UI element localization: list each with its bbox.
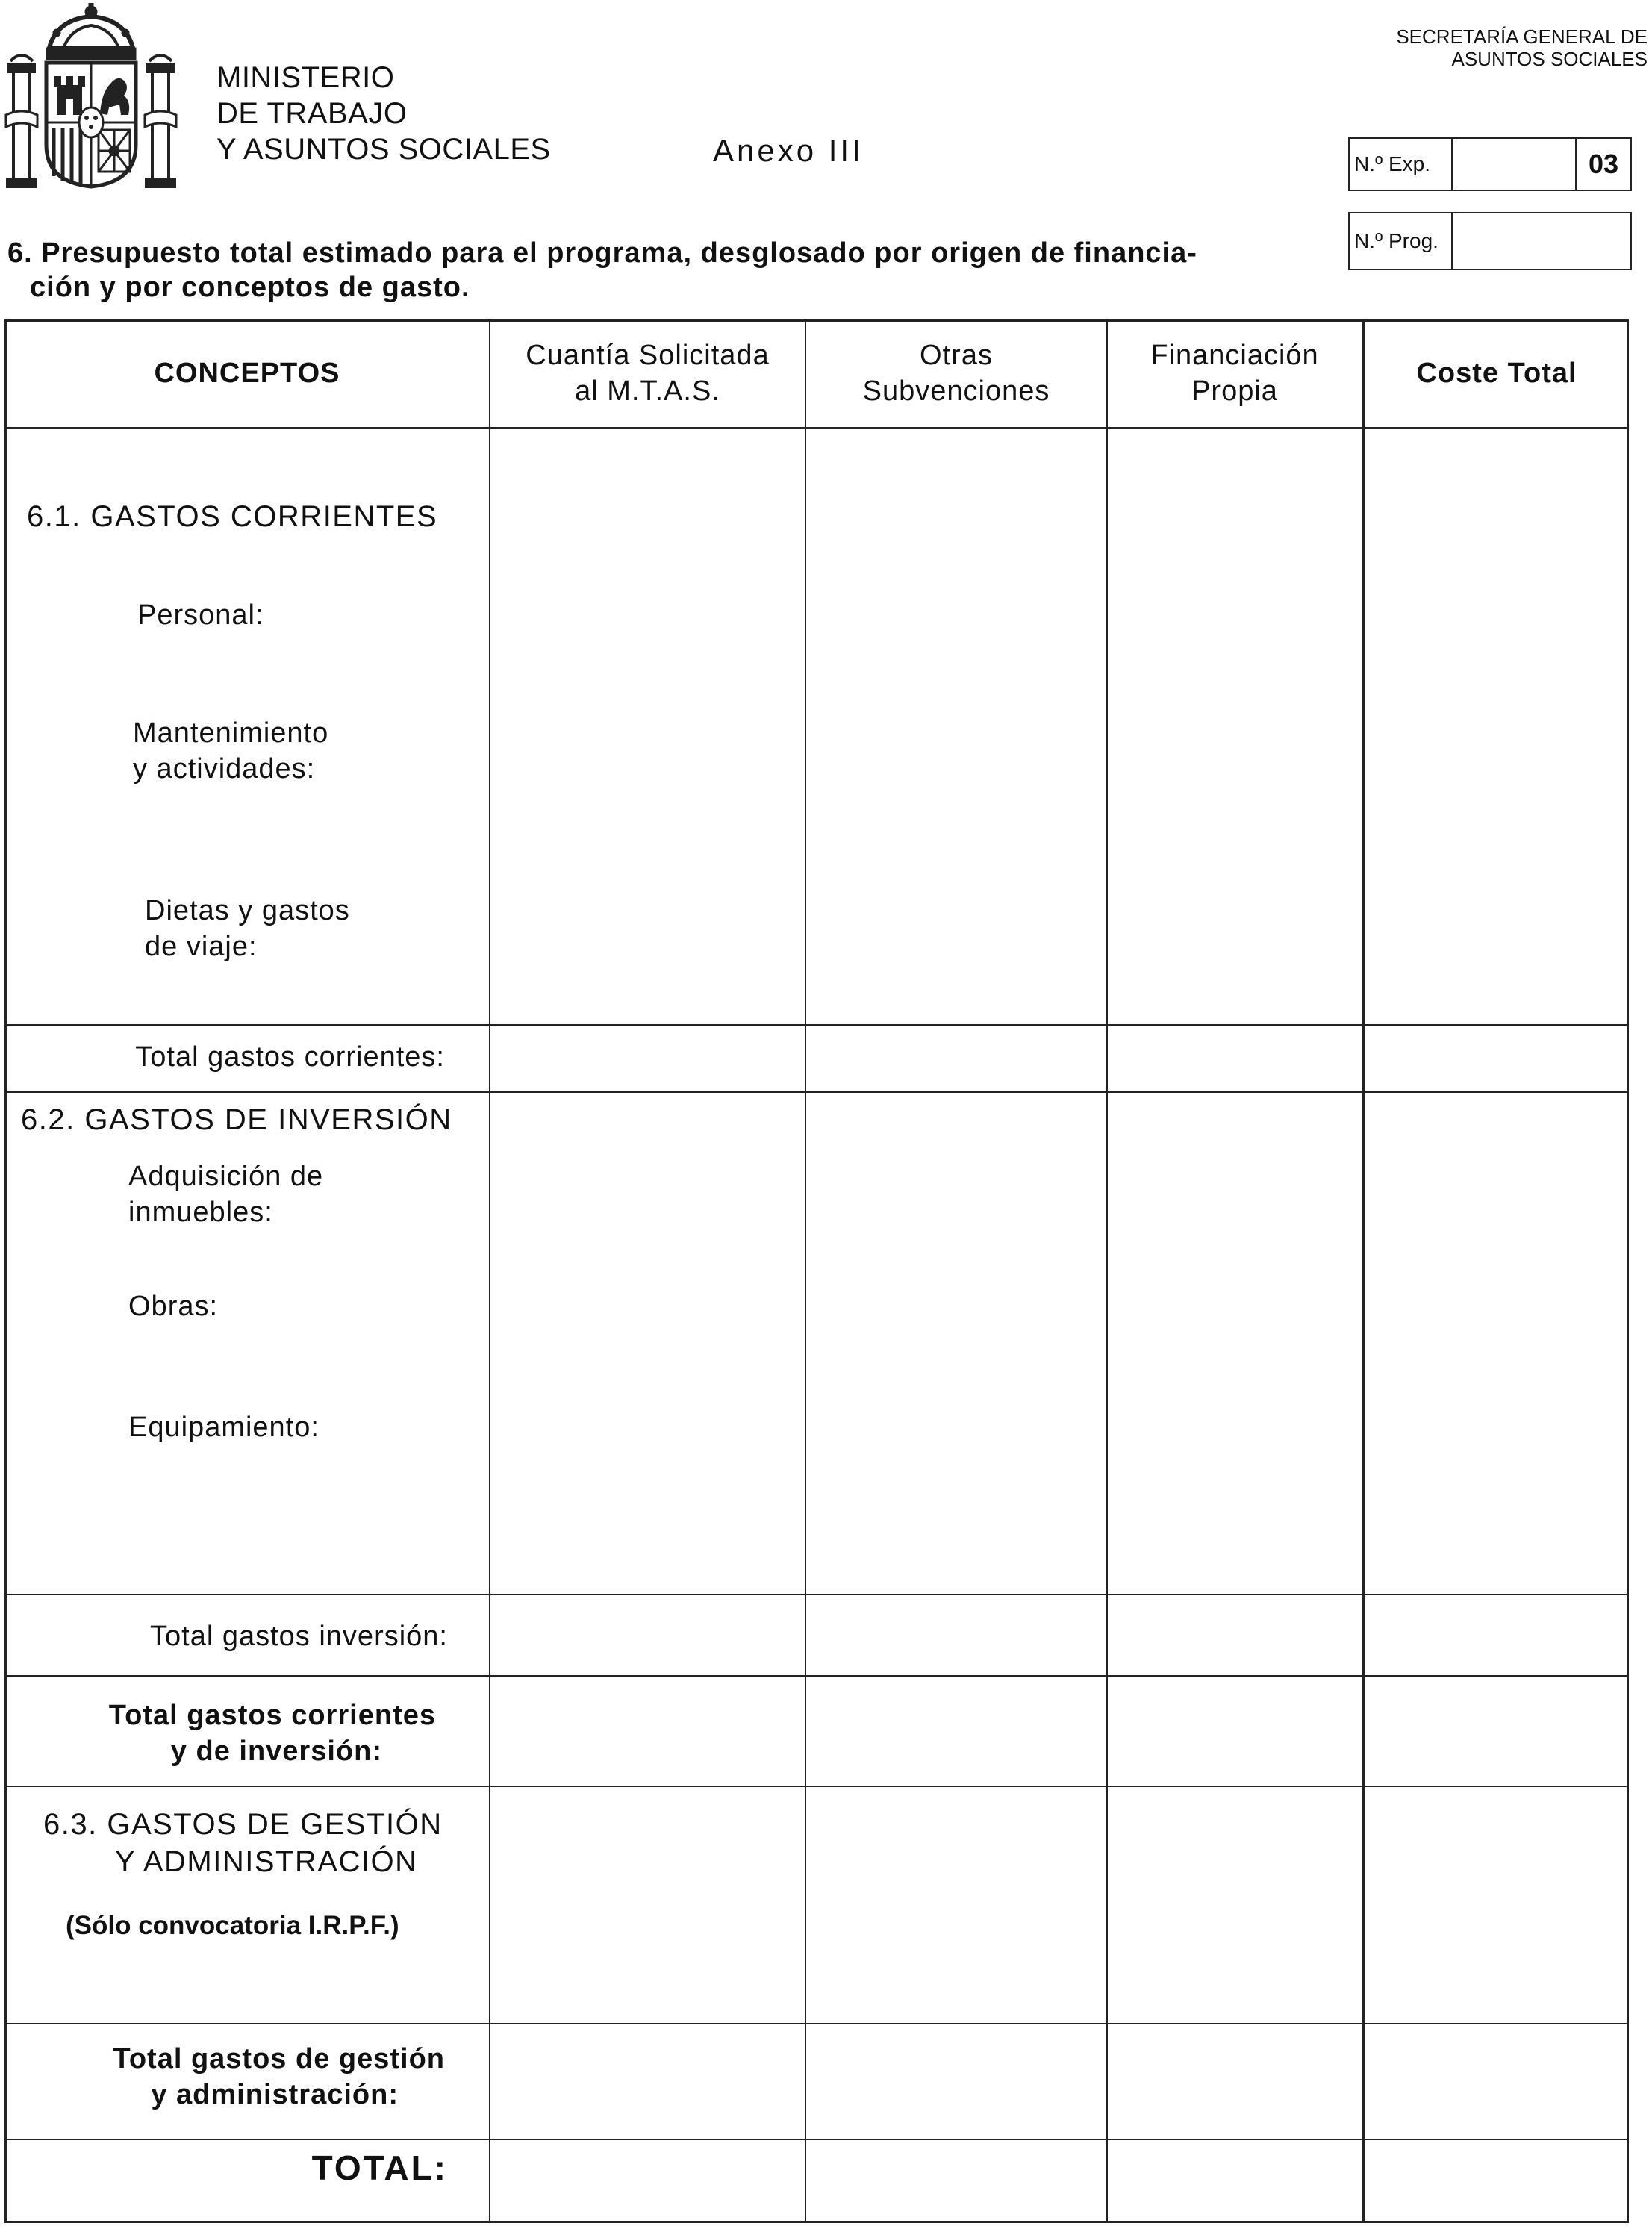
amount-entry-cell[interactable] xyxy=(1108,1093,1360,1592)
amount-entry-cell[interactable] xyxy=(1365,2024,1627,2137)
amount-entry-cell[interactable] xyxy=(806,1026,1105,1090)
amount-entry-cell[interactable] xyxy=(1108,2140,1360,2219)
row-personal-label: Personal: xyxy=(137,599,264,631)
amount-entry-cell[interactable] xyxy=(806,1787,1105,2021)
header-cuantia xyxy=(490,319,805,427)
amount-entry-cell[interactable] xyxy=(1365,1787,1627,2021)
amount-entry-cell[interactable] xyxy=(806,2140,1105,2219)
amount-entry-cell[interactable] xyxy=(490,1787,803,2021)
amount-entry-cell[interactable] xyxy=(1108,2024,1360,2137)
row-total-corrientes-inversion-label-2: y de inversión: xyxy=(170,1736,382,1767)
section-gastos-gestion-title-2: Y ADMINISTRACIÓN xyxy=(115,1845,418,1878)
section-intro xyxy=(7,236,1197,305)
ministry-line: DE TRABAJO xyxy=(216,97,408,130)
row-mantenimiento-label-1: Mantenimiento xyxy=(133,717,329,749)
secretaria-line: ASUNTOS SOCIALES xyxy=(1451,48,1648,70)
section-gastos-corrientes-title: 6.1. GASTOS CORRIENTES xyxy=(27,500,438,533)
row-total-gestion-label-2: y administración: xyxy=(151,2079,399,2110)
ministry-line: Y ASUNTOS SOCIALES xyxy=(216,133,551,166)
header-cuantia-line: Cuantía Solicitada xyxy=(526,340,770,371)
prog-label: N.º Prog. xyxy=(1350,213,1453,269)
row-total-corrientes-label: Total gastos corrientes: xyxy=(135,1041,445,1073)
header-conceptos-label: CONCEPTOS xyxy=(154,358,340,389)
row-equipamiento-label: Equipamiento: xyxy=(128,1412,320,1443)
amount-entry-cell[interactable] xyxy=(1108,1595,1360,1674)
amount-entry-cell[interactable] xyxy=(490,1595,803,1674)
header-financiacion-line: Propia xyxy=(1191,375,1278,407)
amount-entry-cell[interactable] xyxy=(1365,1026,1627,1090)
amount-entry-cell[interactable] xyxy=(806,1595,1105,1674)
secretaria-line: SECRETARÍA GENERAL DE xyxy=(1396,25,1648,48)
header-otras-line: Otras xyxy=(920,340,993,371)
header-coste-label: Coste Total xyxy=(1416,358,1577,389)
exp-code: 03 xyxy=(1588,149,1619,179)
annex-title: Anexo III xyxy=(713,133,864,168)
amount-entry-cell[interactable] xyxy=(1365,1677,1627,1784)
amount-entry-cell[interactable] xyxy=(490,2024,803,2137)
section-gastos-inversion-title: 6.2. GASTOS DE INVERSIÓN xyxy=(21,1103,452,1136)
ministry-line: MINISTERIO xyxy=(216,61,395,94)
row-grand-total-label: TOTAL: xyxy=(311,2148,448,2187)
row-total-corrientes-inversion-label-1: Total gastos corrientes xyxy=(108,1700,436,1731)
row-obras-label: Obras: xyxy=(128,1291,219,1322)
amount-entry-cell[interactable] xyxy=(1365,1595,1627,1674)
coat-of-arms-logo xyxy=(4,3,178,191)
row-mantenimiento-label-2: y actividades: xyxy=(133,753,316,785)
header-financiacion xyxy=(1108,319,1362,427)
amount-entry-cell[interactable] xyxy=(490,428,803,1023)
amount-entry-cell[interactable] xyxy=(1108,1677,1360,1784)
amount-entry-cell[interactable] xyxy=(490,2140,803,2219)
amount-entry-cell[interactable] xyxy=(1365,2140,1627,2219)
amount-entry-cell[interactable] xyxy=(1365,428,1627,1023)
row-adquisicion-label-2: inmuebles: xyxy=(128,1197,273,1228)
amount-entry-cell[interactable] xyxy=(806,2024,1105,2137)
amount-entry-cell[interactable] xyxy=(1108,428,1360,1023)
amount-entry-cell[interactable] xyxy=(806,1677,1105,1784)
header-coste-total xyxy=(1365,319,1629,427)
header-cuantia-line: al M.T.A.S. xyxy=(575,375,720,407)
row-dietas-label-1: Dietas y gastos xyxy=(145,895,350,926)
row-total-gestion-label-1: Total gastos de gestión xyxy=(113,2043,445,2074)
exp-label: N.º Exp. xyxy=(1350,139,1453,190)
prog-number-field[interactable] xyxy=(1453,213,1630,269)
amount-entry-cell[interactable] xyxy=(806,428,1105,1023)
header-otras xyxy=(806,319,1106,427)
row-dietas-label-2: de viaje: xyxy=(145,931,258,962)
prog-number-box xyxy=(1348,212,1632,270)
exp-number-field[interactable] xyxy=(1453,139,1577,190)
section-gastos-gestion-title-1: 6.3. GASTOS DE GESTIÓN xyxy=(43,1808,443,1841)
row-total-inversion-label: Total gastos inversión: xyxy=(150,1621,448,1652)
amount-entry-cell[interactable] xyxy=(1365,1093,1627,1592)
row-adquisicion-label-1: Adquisición de xyxy=(128,1161,324,1192)
exp-number-box xyxy=(1348,137,1632,191)
secretaria-label xyxy=(1396,25,1648,70)
section-gastos-gestion-note: (Sólo convocatoria I.R.P.F.) xyxy=(66,1911,399,1940)
amount-entry-cell[interactable] xyxy=(1108,1026,1360,1090)
header-financiacion-line: Financiación xyxy=(1150,340,1319,371)
header-conceptos xyxy=(4,319,490,427)
intro-line-1: . Presupuesto total estimado para el programa, desglosado por origen de financia- xyxy=(24,237,1197,269)
ministry-name xyxy=(216,60,551,167)
amount-entry-cell[interactable] xyxy=(490,1093,803,1592)
amount-entry-cell[interactable] xyxy=(806,1093,1105,1592)
header-otras-line: Subvenciones xyxy=(862,375,1050,407)
amount-entry-cell[interactable] xyxy=(490,1677,803,1784)
amount-entry-cell[interactable] xyxy=(1108,1787,1360,2021)
intro-line-2: ción y por conceptos de gasto. xyxy=(30,272,470,303)
amount-entry-cell[interactable] xyxy=(490,1026,803,1090)
section-number: 6 xyxy=(7,237,25,269)
